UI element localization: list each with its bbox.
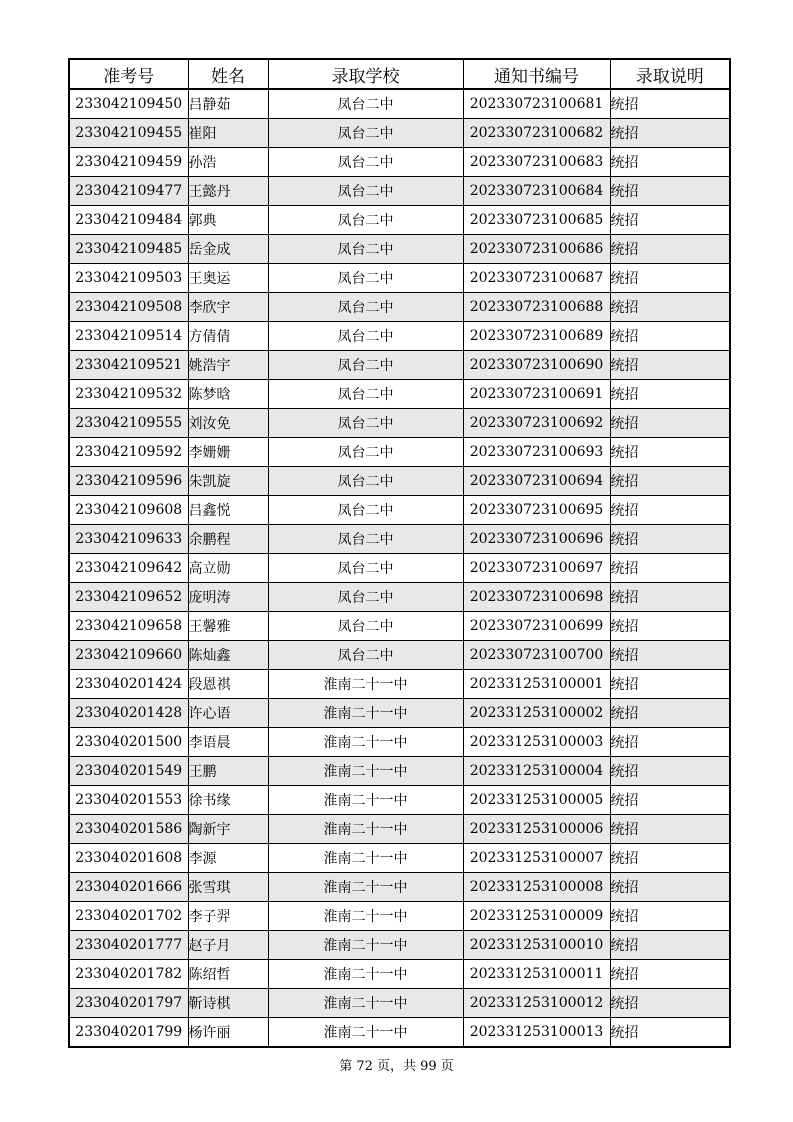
student-name-cell: 岳金成	[188, 235, 268, 264]
school-cell: 凤台二中	[268, 89, 463, 119]
school-cell: 凤台二中	[268, 496, 463, 525]
school-cell: 凤台二中	[268, 612, 463, 641]
notice-number-cell: 202330723100685	[463, 206, 610, 235]
table-row	[69, 496, 730, 525]
student-name-cell: 赵子月	[188, 931, 268, 960]
remark-cell: 统招	[610, 525, 730, 554]
notice-number-cell: 202330723100687	[463, 264, 610, 293]
remark-cell: 统招	[610, 641, 730, 670]
remark-cell: 统招	[610, 1018, 730, 1048]
student-name-cell: 高立勋	[188, 554, 268, 583]
notice-number-cell: 202331253100013	[463, 1018, 610, 1048]
school-cell: 凤台二中	[268, 351, 463, 380]
remark-cell: 统招	[610, 351, 730, 380]
remark-cell: 统招	[610, 554, 730, 583]
exam-number-cell: 233040201797	[69, 989, 188, 1018]
remark-cell: 统招	[610, 148, 730, 177]
exam-number-cell: 233040201500	[69, 728, 188, 757]
student-name-cell: 李源	[188, 844, 268, 873]
remark-cell: 统招	[610, 467, 730, 496]
notice-number-cell: 202331253100012	[463, 989, 610, 1018]
school-cell: 凤台二中	[268, 293, 463, 322]
notice-number-cell: 202330723100682	[463, 119, 610, 148]
exam-number-cell: 233042109592	[69, 438, 188, 467]
table-row	[69, 525, 730, 554]
exam-number-cell: 233042109642	[69, 554, 188, 583]
exam-number-cell: 233042109633	[69, 525, 188, 554]
remark-cell: 统招	[610, 989, 730, 1018]
remark-cell: 统招	[610, 670, 730, 699]
exam-number-cell: 233040201666	[69, 873, 188, 902]
exam-number-cell: 233042109608	[69, 496, 188, 525]
student-name-cell: 陈梦晗	[188, 380, 268, 409]
student-name-cell: 杨许丽	[188, 1018, 268, 1048]
remark-cell: 统招	[610, 119, 730, 148]
student-name-cell: 陈灿鑫	[188, 641, 268, 670]
table-row	[69, 235, 730, 264]
remark-cell: 统招	[610, 699, 730, 728]
table-row	[69, 931, 730, 960]
remark-cell: 统招	[610, 438, 730, 467]
table-row	[69, 815, 730, 844]
notice-number-cell: 202331253100003	[463, 728, 610, 757]
table-row	[69, 873, 730, 902]
student-name-cell: 吕鑫悦	[188, 496, 268, 525]
exam-number-cell: 233040201777	[69, 931, 188, 960]
table-row	[69, 989, 730, 1018]
table-row	[69, 89, 730, 119]
school-cell: 凤台二中	[268, 641, 463, 670]
table-row	[69, 960, 730, 989]
school-cell: 凤台二中	[268, 380, 463, 409]
student-name-cell: 王懿丹	[188, 177, 268, 206]
student-name-cell: 余鹏程	[188, 525, 268, 554]
school-cell: 淮南二十一中	[268, 728, 463, 757]
exam-number-cell: 233042109555	[69, 409, 188, 438]
notice-number-cell: 202331253100008	[463, 873, 610, 902]
student-name-cell: 方倩倩	[188, 322, 268, 351]
notice-number-cell: 202330723100693	[463, 438, 610, 467]
student-name-cell: 陶新宇	[188, 815, 268, 844]
remark-cell: 统招	[610, 612, 730, 641]
table-row	[69, 148, 730, 177]
student-name-cell: 陈绍哲	[188, 960, 268, 989]
exam-number-cell: 233040201782	[69, 960, 188, 989]
student-name-cell: 段恩祺	[188, 670, 268, 699]
school-cell: 凤台二中	[268, 177, 463, 206]
student-name-cell: 王馨雅	[188, 612, 268, 641]
exam-number-cell: 233040201553	[69, 786, 188, 815]
remark-cell: 统招	[610, 177, 730, 206]
header-exam-number: 准考号	[69, 59, 188, 89]
notice-number-cell: 202330723100695	[463, 496, 610, 525]
school-cell: 凤台二中	[268, 583, 463, 612]
table-row	[69, 728, 730, 757]
school-cell: 凤台二中	[268, 235, 463, 264]
header-school: 录取学校	[268, 59, 463, 89]
student-name-cell: 郭典	[188, 206, 268, 235]
exam-number-cell: 233042109508	[69, 293, 188, 322]
table-row	[69, 177, 730, 206]
school-cell: 凤台二中	[268, 322, 463, 351]
table-row	[69, 438, 730, 467]
exam-number-cell: 233040201608	[69, 844, 188, 873]
header-notice-number: 通知书编号	[463, 59, 610, 89]
remark-cell: 统招	[610, 873, 730, 902]
remark-cell: 统招	[610, 496, 730, 525]
exam-number-cell: 233040201702	[69, 902, 188, 931]
school-cell: 淮南二十一中	[268, 960, 463, 989]
table-row	[69, 322, 730, 351]
notice-number-cell: 202330723100688	[463, 293, 610, 322]
school-cell: 淮南二十一中	[268, 931, 463, 960]
student-name-cell: 崔阳	[188, 119, 268, 148]
header-remark: 录取说明	[610, 59, 730, 89]
table-row	[69, 409, 730, 438]
table-row	[69, 757, 730, 786]
remark-cell: 统招	[610, 380, 730, 409]
notice-number-cell: 202330723100692	[463, 409, 610, 438]
school-cell: 凤台二中	[268, 409, 463, 438]
school-cell: 淮南二十一中	[268, 786, 463, 815]
table-row	[69, 902, 730, 931]
school-cell: 凤台二中	[268, 467, 463, 496]
notice-number-cell: 202331253100002	[463, 699, 610, 728]
student-name-cell: 许心语	[188, 699, 268, 728]
remark-cell: 统招	[610, 409, 730, 438]
notice-number-cell: 202331253100011	[463, 960, 610, 989]
exam-number-cell: 233042109652	[69, 583, 188, 612]
notice-number-cell: 202330723100683	[463, 148, 610, 177]
notice-number-cell: 202330723100690	[463, 351, 610, 380]
school-cell: 淮南二十一中	[268, 844, 463, 873]
school-cell: 凤台二中	[268, 525, 463, 554]
exam-number-cell: 233042109450	[69, 89, 188, 119]
table-row	[69, 264, 730, 293]
table-row	[69, 786, 730, 815]
notice-number-cell: 202331253100005	[463, 786, 610, 815]
remark-cell: 统招	[610, 786, 730, 815]
exam-number-cell: 233040201799	[69, 1018, 188, 1048]
student-name-cell: 李姗姗	[188, 438, 268, 467]
remark-cell: 统招	[610, 902, 730, 931]
notice-number-cell: 202330723100681	[463, 89, 610, 119]
school-cell: 凤台二中	[268, 148, 463, 177]
school-cell: 淮南二十一中	[268, 815, 463, 844]
table-row	[69, 699, 730, 728]
header-name: 姓名	[188, 59, 268, 89]
page-number: 第 72 页，共 99 页	[339, 1059, 454, 1074]
table-row	[69, 206, 730, 235]
table-row	[69, 119, 730, 148]
school-cell: 凤台二中	[268, 119, 463, 148]
school-cell: 凤台二中	[268, 206, 463, 235]
school-cell: 淮南二十一中	[268, 873, 463, 902]
table-row	[69, 293, 730, 322]
notice-number-cell: 202330723100691	[463, 380, 610, 409]
table-row	[69, 380, 730, 409]
table-row	[69, 467, 730, 496]
table-row	[69, 641, 730, 670]
school-cell: 淮南二十一中	[268, 699, 463, 728]
notice-number-cell: 202330723100689	[463, 322, 610, 351]
admission-table	[68, 58, 731, 1048]
table-header	[69, 59, 730, 89]
header-row	[69, 59, 730, 89]
student-name-cell: 李子羿	[188, 902, 268, 931]
notice-number-cell: 202330723100696	[463, 525, 610, 554]
exam-number-cell: 233040201586	[69, 815, 188, 844]
remark-cell: 统招	[610, 89, 730, 119]
remark-cell: 统招	[610, 583, 730, 612]
school-cell: 凤台二中	[268, 554, 463, 583]
exam-number-cell: 233042109455	[69, 119, 188, 148]
remark-cell: 统招	[610, 960, 730, 989]
remark-cell: 统招	[610, 293, 730, 322]
table-body	[69, 89, 730, 1047]
student-name-cell: 王奥运	[188, 264, 268, 293]
table-row	[69, 554, 730, 583]
notice-number-cell: 202330723100686	[463, 235, 610, 264]
table-row	[69, 612, 730, 641]
exam-number-cell: 233040201424	[69, 670, 188, 699]
table-row	[69, 844, 730, 873]
exam-number-cell: 233042109596	[69, 467, 188, 496]
notice-number-cell: 202330723100698	[463, 583, 610, 612]
exam-number-cell: 233042109660	[69, 641, 188, 670]
student-name-cell: 朱凯旋	[188, 467, 268, 496]
notice-number-cell: 202331253100001	[463, 670, 610, 699]
table-row	[69, 583, 730, 612]
remark-cell: 统招	[610, 206, 730, 235]
exam-number-cell: 233042109658	[69, 612, 188, 641]
student-name-cell: 吕静茹	[188, 89, 268, 119]
exam-number-cell: 233042109521	[69, 351, 188, 380]
exam-number-cell: 233042109485	[69, 235, 188, 264]
exam-number-cell: 233042109532	[69, 380, 188, 409]
student-name-cell: 李欣宇	[188, 293, 268, 322]
notice-number-cell: 202331253100004	[463, 757, 610, 786]
remark-cell: 统招	[610, 235, 730, 264]
student-name-cell: 李语晨	[188, 728, 268, 757]
remark-cell: 统招	[610, 757, 730, 786]
exam-number-cell: 233042109477	[69, 177, 188, 206]
remark-cell: 统招	[610, 728, 730, 757]
school-cell: 凤台二中	[268, 438, 463, 467]
school-cell: 凤台二中	[268, 264, 463, 293]
school-cell: 淮南二十一中	[268, 902, 463, 931]
student-name-cell: 张雪琪	[188, 873, 268, 902]
student-name-cell: 王鹏	[188, 757, 268, 786]
school-cell: 淮南二十一中	[268, 1018, 463, 1048]
student-name-cell: 刘汝免	[188, 409, 268, 438]
exam-number-cell: 233040201549	[69, 757, 188, 786]
student-name-cell: 靳诗棋	[188, 989, 268, 1018]
school-cell: 淮南二十一中	[268, 670, 463, 699]
remark-cell: 统招	[610, 844, 730, 873]
exam-number-cell: 233042109514	[69, 322, 188, 351]
notice-number-cell: 202331253100009	[463, 902, 610, 931]
table-row	[69, 351, 730, 380]
student-name-cell: 孙浩	[188, 148, 268, 177]
notice-number-cell: 202330723100694	[463, 467, 610, 496]
notice-number-cell: 202330723100697	[463, 554, 610, 583]
student-name-cell: 庞明涛	[188, 583, 268, 612]
table-row	[69, 1018, 730, 1048]
exam-number-cell: 233040201428	[69, 699, 188, 728]
table-row	[69, 670, 730, 699]
exam-number-cell: 233042109459	[69, 148, 188, 177]
remark-cell: 统招	[610, 815, 730, 844]
notice-number-cell: 202330723100699	[463, 612, 610, 641]
school-cell: 淮南二十一中	[268, 757, 463, 786]
remark-cell: 统招	[610, 931, 730, 960]
exam-number-cell: 233042109484	[69, 206, 188, 235]
remark-cell: 统招	[610, 264, 730, 293]
exam-number-cell: 233042109503	[69, 264, 188, 293]
remark-cell: 统招	[610, 322, 730, 351]
notice-number-cell: 202331253100010	[463, 931, 610, 960]
notice-number-cell: 202331253100007	[463, 844, 610, 873]
notice-number-cell: 202331253100006	[463, 815, 610, 844]
student-name-cell: 姚浩宇	[188, 351, 268, 380]
notice-number-cell: 202330723100684	[463, 177, 610, 206]
notice-number-cell: 202330723100700	[463, 641, 610, 670]
school-cell: 淮南二十一中	[268, 989, 463, 1018]
student-name-cell: 徐书缘	[188, 786, 268, 815]
